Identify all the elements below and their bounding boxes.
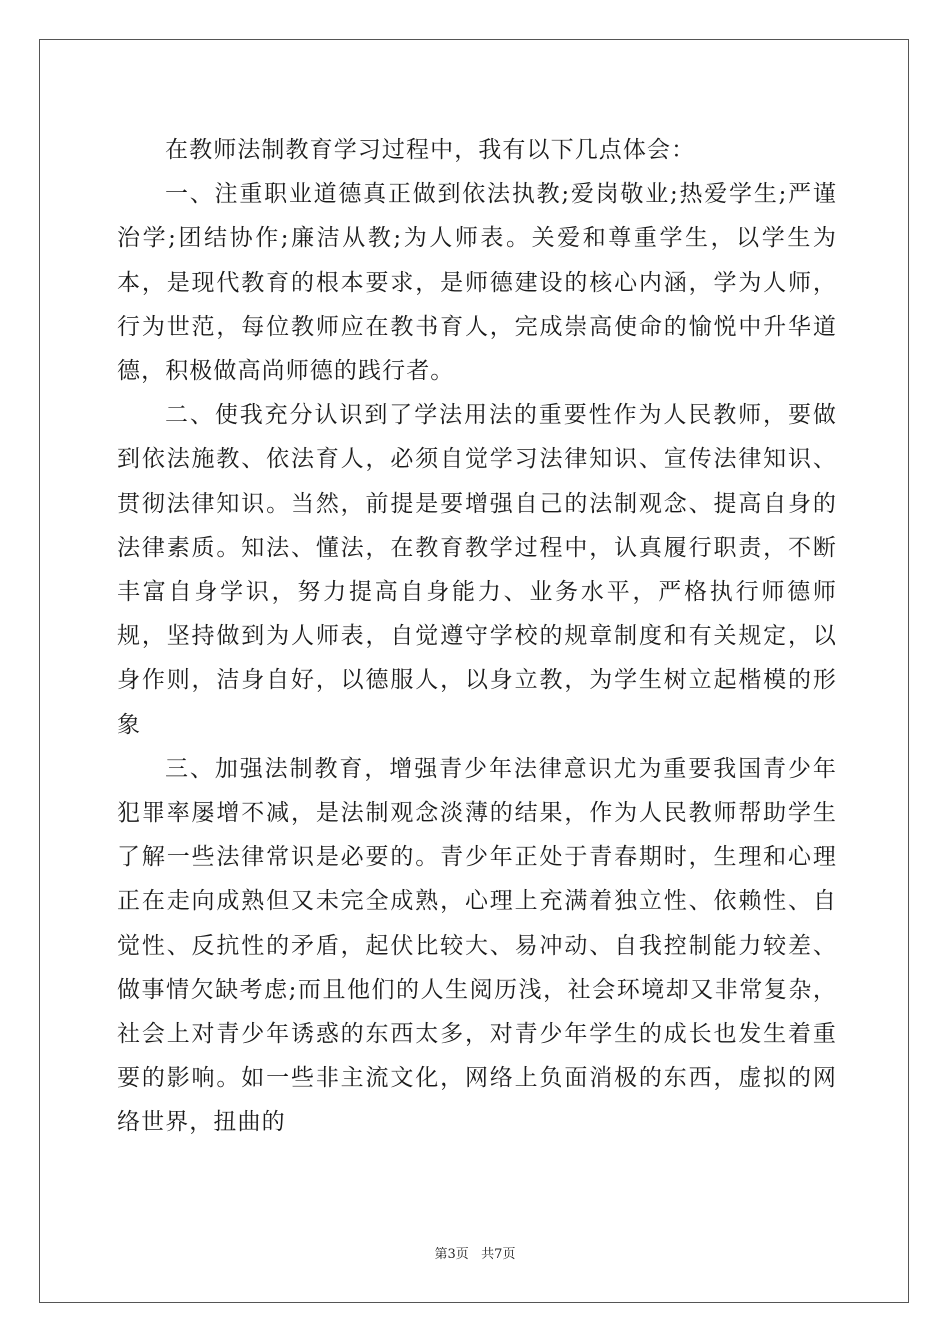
paragraph-point-one: 一、注重职业道德真正做到依法执教;爱岗敬业;热爱学生;严谨治学;团结协作;廉洁从教;为人师表。关爱和尊重学生，以学生为本，是现代教育的根本要求，是师德建设的核心内涵，学为人师，行为世范，每位教师应在教书育人，完成崇高使命的愉悦中升华道德，积极做高尚师德的践行者。: [117, 181, 837, 385]
paragraph-point-two: 二、使我充分认识到了学法用法的重要性作为人民教师，要做到依法施教、依法育人，必须自觉学习法律知识、宣传法律知识、贯彻法律知识。当然，前提是要增强自己的法制观念、提高自身的法律素质。知法、懂法，在教育教学过程中，认真履行职责，不断丰富自身学识，努力提高自身能力、业务水平，严格执行师德师规，坚持做到为人师表，自觉遵守学校的规章制度和有关规定，以身作则，洁身自好，以德服人，以身立教，为学生树立起楷模的形象: [117, 402, 837, 738]
document-body: [117, 128, 837, 1145]
page-number-footer: 第3页 共7页: [434, 1247, 516, 1262]
paragraph-point-three: 三、加强法制教育，增强青少年法律意识尤为重要我国青少年犯罪率屡增不减，是法制观念淡薄的结果，作为人民教师帮助学生了解一些法律常识是必要的。青少年正处于青春期时，生理和心理正在走向成熟但又未完全成熟，心理上充满着独立性、依赖性、自觉性、反抗性的矛盾，起伏比较大、易冲动、自我控制能力较差、做事情欠缺考虑;而且他们的人生阅历浅，社会环境却又非常复杂，社会上对青少年诱惑的东西太多，对青少年学生的成长也发生着重要的影响。如一些非主流文化，网络上负面消极的东西，虚拟的网络世界，扭曲的: [117, 755, 837, 1136]
paragraph-intro: 在教师法制教育学习过程中，我有以下几点体会：: [165, 137, 696, 163]
